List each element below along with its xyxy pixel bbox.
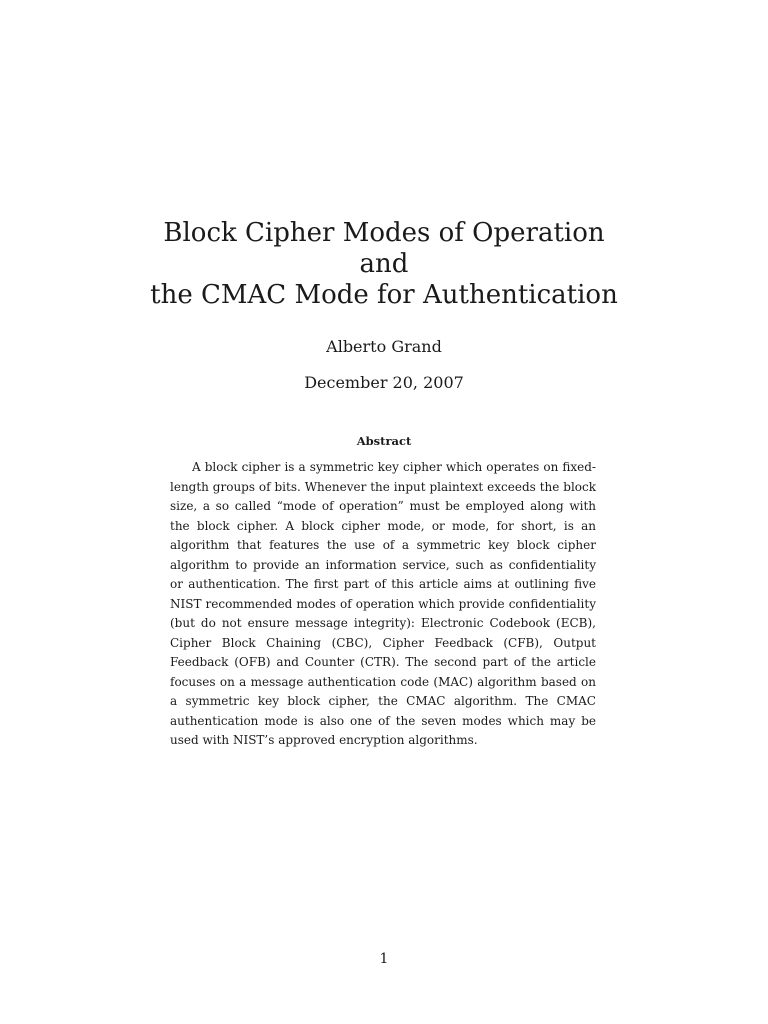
title-line-1: Block Cipher Modes of Operation (163, 218, 605, 248)
abstract-text: A block cipher is a symmetric key cipher which operates on fixed-length groups of bits. Whenever the input plaintext exceeds the block size, a so called “mode of operation” must be employed along with the block cipher. A block cipher mode, or mode, for short, is an algorithm that features the use of a symmetric key block cipher algorithm to provide an information service, such as confidentiality or authentication. The first part of this article aims at outlining five NIST recommended modes of operation which provide confidentiality (but do not ensure message integrity): Electronic Codebook (ECB), Cipher Block Chaining (CBC), Cipher Feedback (CFB), Output Feedback (OFB) and Counter (CTR). The second part of the article focuses on a message authentication code (MAC) algorithm based on a symmetric key block cipher, the CMAC algorithm. The CMAC authentication mode is also one of the seven modes which may be used with NIST’s approved encryption algorithms. (170, 460, 596, 747)
author-name: Alberto Grand (326, 337, 442, 356)
abstract-heading: Abstract (356, 434, 412, 448)
paper-title (0, 218, 768, 311)
title-line-3: the CMAC Mode for Authentication (150, 280, 618, 310)
title-line-2: and (359, 249, 409, 279)
page-number: 1 (379, 951, 389, 967)
publication-date: December 20, 2007 (304, 373, 464, 392)
